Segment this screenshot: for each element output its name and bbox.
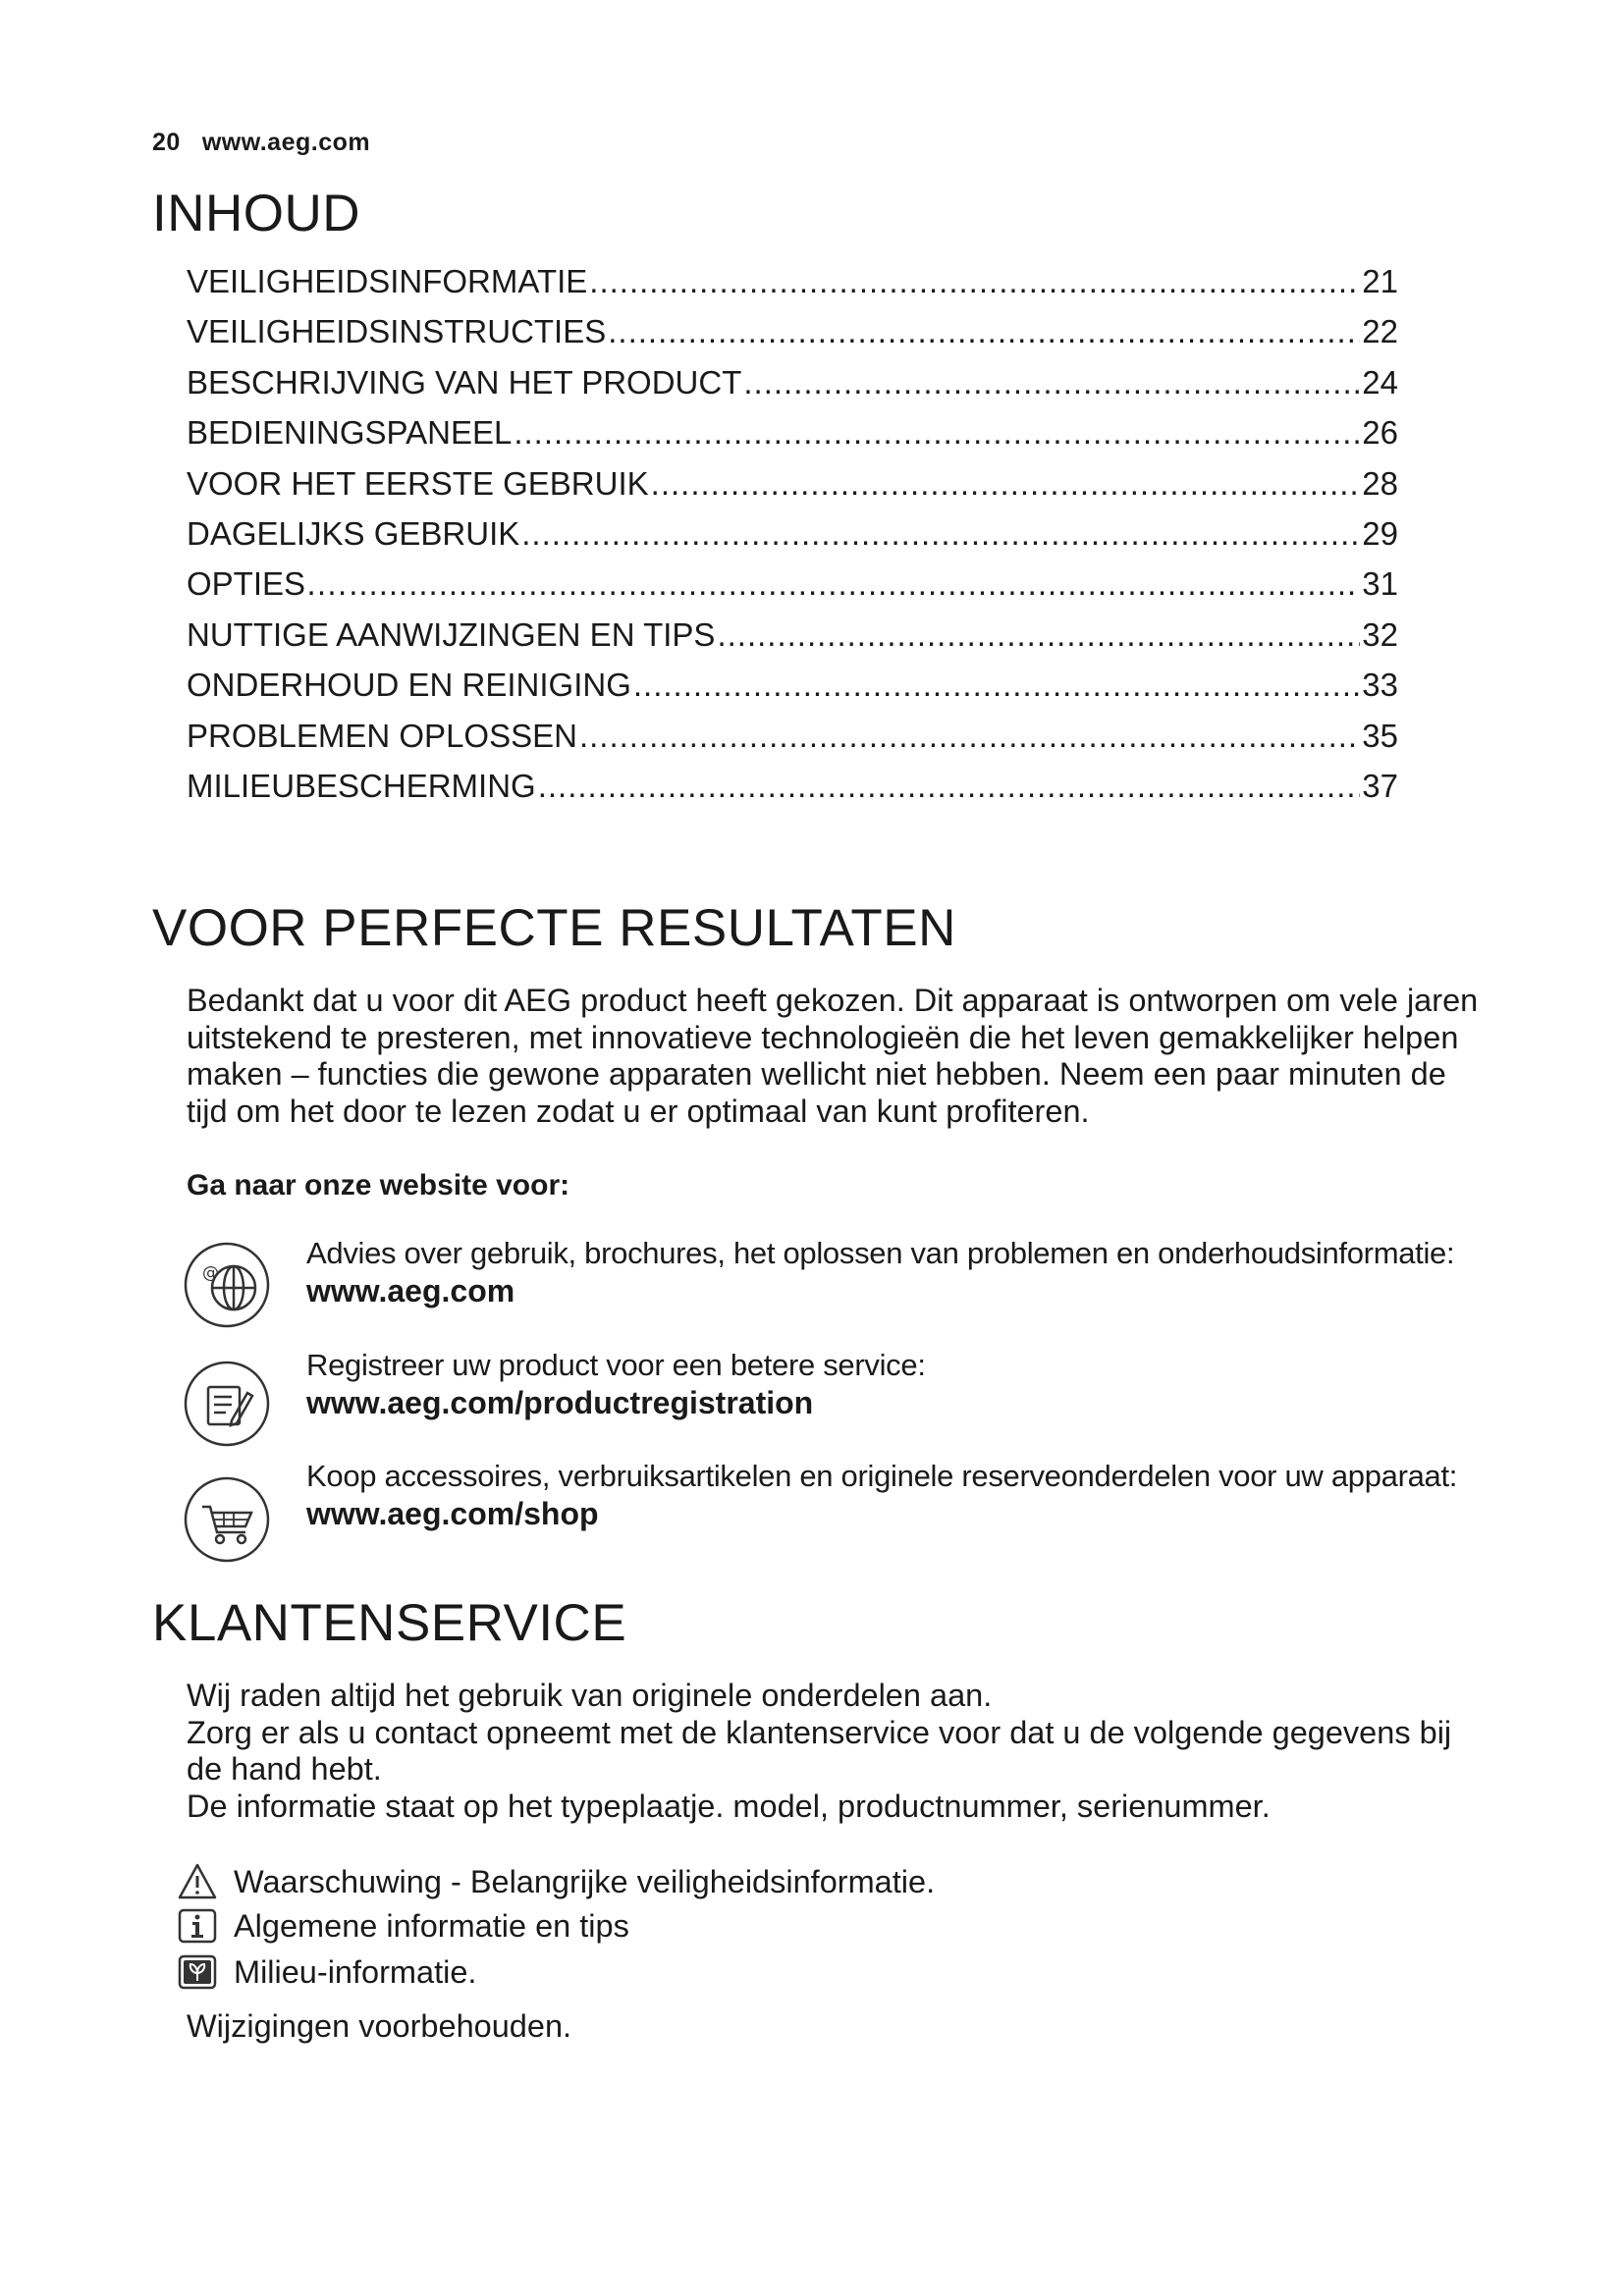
toc-entry-title: DAGELIJKS GEBRUIK xyxy=(187,514,520,552)
link-block-registration xyxy=(306,1347,926,1422)
environment-icon xyxy=(177,1951,218,1993)
legend-row-environment xyxy=(177,1950,476,1994)
toc-entry-title: PROBLEMEN OPLOSSEN xyxy=(187,717,577,754)
page-header xyxy=(152,129,370,157)
header-website[interactable]: www.aeg.com xyxy=(201,129,371,156)
toc-entry-page: 31 xyxy=(1362,565,1398,603)
info-icon xyxy=(177,1905,218,1947)
toc-entry-title: MILIEUBESCHERMING xyxy=(187,767,536,804)
globe-icon xyxy=(183,1241,271,1329)
toc-entry[interactable] xyxy=(187,514,1398,567)
svg-text:@: @ xyxy=(202,1263,219,1283)
toc-entry-title: OPTIES…. xyxy=(187,565,348,603)
toc-entry-page: 22 xyxy=(1362,313,1398,350)
registration-icon xyxy=(183,1360,271,1448)
legend-text: Milieu-informatie. xyxy=(234,1953,477,1990)
toc-entry-page: 29 xyxy=(1362,514,1398,552)
link-url[interactable]: www.aeg.com/shop xyxy=(306,1496,599,1531)
toc-leader xyxy=(717,618,1360,651)
toc-leader xyxy=(589,265,1360,297)
toc-entry[interactable] xyxy=(187,767,1398,820)
toc-leader xyxy=(743,366,1360,399)
results-intro: Bedankt dat u voor dit AEG product heeft gekozen. Dit apparaat is ontworpen om vele jaren uitstekend te presteren, met innovatieve technologieën die het leven gemakkelijker helpen maken – functies die gewone apparaten wellicht niet hebben. Neem een paar minuten de tijd om het door te lezen zodat u er optimaal van kunt profiteren. xyxy=(187,983,1479,1129)
toc-entry-page: 21 xyxy=(1362,263,1398,299)
link-description: Registreer uw product voor een betere service: xyxy=(306,1348,926,1382)
toc-entry-title: BEDIENINGSPANEEL xyxy=(187,414,513,452)
toc-entry[interactable] xyxy=(187,668,1398,719)
warning-icon xyxy=(177,1861,218,1902)
changes-reserved-note: Wijzigingen voorbehouden. xyxy=(187,2008,572,2044)
toc-entry-title: VEILIGHEIDSINSTRUCTIES xyxy=(187,313,607,350)
legend-row-warning xyxy=(177,1860,935,1903)
toc-leader xyxy=(579,720,1360,752)
toc-entry[interactable] xyxy=(187,363,1398,416)
link-description: Koop accessoires, verbruiksartikelen en originele reserveonderdelen voor uw apparaat: xyxy=(306,1459,1458,1493)
toc-entry-page: 37 xyxy=(1362,767,1398,804)
page-number: 20 xyxy=(152,129,181,156)
toc-entry[interactable] xyxy=(187,464,1398,517)
toc-entry-title: BESCHRIJVING VAN HET PRODUCT xyxy=(187,363,742,400)
legend-text: Waarschuwing - Belangrijke veiligheidsinformatie. xyxy=(234,1863,936,1899)
toc-leader xyxy=(633,668,1360,701)
shopping-cart-icon xyxy=(183,1475,271,1564)
link-url[interactable]: www.aeg.com/productregistration xyxy=(306,1385,814,1420)
toc-entry[interactable] xyxy=(187,416,1398,466)
toc-entry-title: VEILIGHEIDSINFORMATIE xyxy=(187,263,588,299)
toc-entry-page: 33 xyxy=(1362,667,1398,704)
service-title: KLANTENSERVICE xyxy=(152,1594,627,1652)
toc-entry-page: 32 xyxy=(1362,615,1398,653)
toc-leader xyxy=(608,315,1360,347)
results-title: VOOR PERFECTE RESULTATEN xyxy=(152,899,956,957)
legend-text: Algemene informatie en tips xyxy=(234,1907,629,1944)
toc-entry[interactable] xyxy=(187,315,1398,365)
toc-entry[interactable] xyxy=(187,265,1398,315)
toc-entry-title: VOOR HET EERSTE GEBRUIK xyxy=(187,464,649,502)
link-description: Advies over gebruik, brochures, het oplossen van problemen en onderhoudsinformatie: xyxy=(306,1236,1455,1270)
service-text xyxy=(187,1678,1492,1825)
service-line: De informatie staat op het typeplaatje. model, productnummer, serienummer. xyxy=(187,1788,1271,1824)
toc-leader xyxy=(651,467,1361,500)
toc-leader xyxy=(538,770,1361,802)
link-block-shop xyxy=(306,1458,1457,1533)
toc-entry[interactable] xyxy=(187,717,1398,770)
toc-entry-title: NUTTIGE AANWIJZINGEN EN TIPS xyxy=(187,615,716,653)
link-url[interactable]: www.aeg.com xyxy=(306,1273,515,1308)
service-line: Wij raden altijd het gebruik van originele onderdelen aan. xyxy=(187,1678,993,1713)
toc-entry-page: 24 xyxy=(1362,363,1398,400)
toc-title: INHOUD xyxy=(152,185,361,242)
link-block-advice xyxy=(306,1235,1454,1310)
toc-entry[interactable] xyxy=(187,615,1398,668)
toc-entry-page: 26 xyxy=(1362,414,1398,452)
toc-leader xyxy=(521,517,1360,550)
toc-leader xyxy=(514,416,1360,449)
service-line: Zorg er als u contact opneemt met de klantenservice voor dat u de volgende gegevens bij de hand hebt. xyxy=(187,1714,1452,1787)
toc-entry-page: 35 xyxy=(1362,717,1398,754)
toc-leader xyxy=(349,567,1360,600)
toc-entry-title: ONDERHOUD EN REINIGING xyxy=(187,667,631,704)
toc-entry-page: 28 xyxy=(1362,464,1398,502)
table-of-contents xyxy=(187,265,1398,820)
legend-row-info xyxy=(177,1904,629,1948)
toc-entry[interactable] xyxy=(187,567,1398,617)
visit-website-title: Ga naar onze website voor: xyxy=(187,1169,570,1201)
